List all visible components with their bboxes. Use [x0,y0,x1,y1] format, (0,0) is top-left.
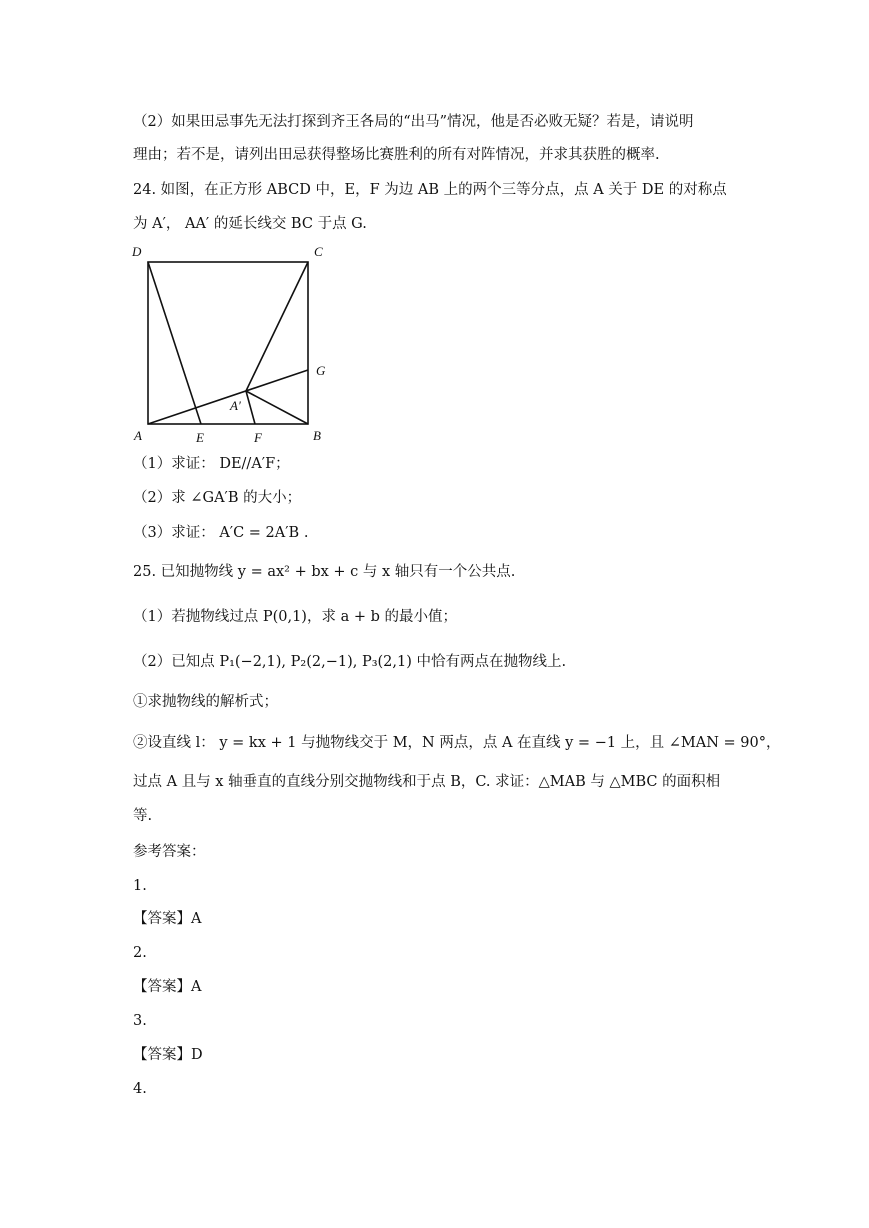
line-16: 1. [133,878,147,894]
line-5: （1）求证： DE//A′F； [133,456,290,472]
line-10: （2）已知点 P₁(−2,1), P₂(2,−1), P₃(2,1) 中恰有两点在抛物线上. [133,654,567,670]
line-12: ②设直线 l： y = kx + 1 与抛物线交于 M，N 两点，点 A 在直线 y = −1 上，且 ∠MAN = 90°， [133,735,781,751]
label-a: A [134,428,142,443]
label-f: F [254,430,262,445]
line-17: 【答案】A [133,911,202,927]
label-a-prime: A′ [230,398,241,413]
line-18: 2. [133,945,147,961]
line-11: ①求抛物线的解析式； [133,694,278,710]
segment-a1c [246,262,308,391]
label-d: D [132,244,142,259]
line-15: 参考答案： [133,844,206,860]
line-14: 等. [133,808,153,824]
segment-ag [148,370,308,424]
geometry-figure [128,238,343,448]
line-1: （2）如果田忌事先无法打探到齐王各局的“出马”情况，他是否必败无疑？若是，请说明 [133,114,694,130]
line-2: 理由；若不是，请列出田忌获得整场比赛胜利的所有对阵情况，并求其获胜的概率. [133,147,660,163]
segment-de [148,262,201,424]
line-20: 3. [133,1013,147,1029]
line-7: （3）求证： A′C = 2A′B . [133,525,309,541]
label-e: E [196,430,204,445]
line-22: 4. [133,1081,147,1097]
line-21: 【答案】D [133,1047,203,1063]
line-13: 过点 A 且与 x 轴垂直的直线分别交抛物线和于点 B，C. 求证：△MAB 与 △MBC 的面积相 [133,774,721,790]
line-9: （1）若抛物线过点 P(0,1)，求 a + b 的最小值； [133,609,457,625]
label-g: G [316,363,326,378]
line-3: 24. 如图，在正方形 ABCD 中，E，F 为边 AB 上的两个三等分点，点 A 关于 DE 的对称点 [133,182,727,198]
label-b: B [313,428,321,443]
segment-a1b [246,391,308,424]
line-8: 25. 已知抛物线 y = ax² + bx + c 与 x 轴只有一个公共点. [133,564,516,580]
square-abcd [148,262,308,424]
line-19: 【答案】A [133,979,202,995]
line-4: 为 A′， AA′ 的延长线交 BC 于点 G. [133,216,367,232]
line-6: （2）求 ∠GA′B 的大小； [133,490,302,506]
label-c: C [314,244,323,259]
